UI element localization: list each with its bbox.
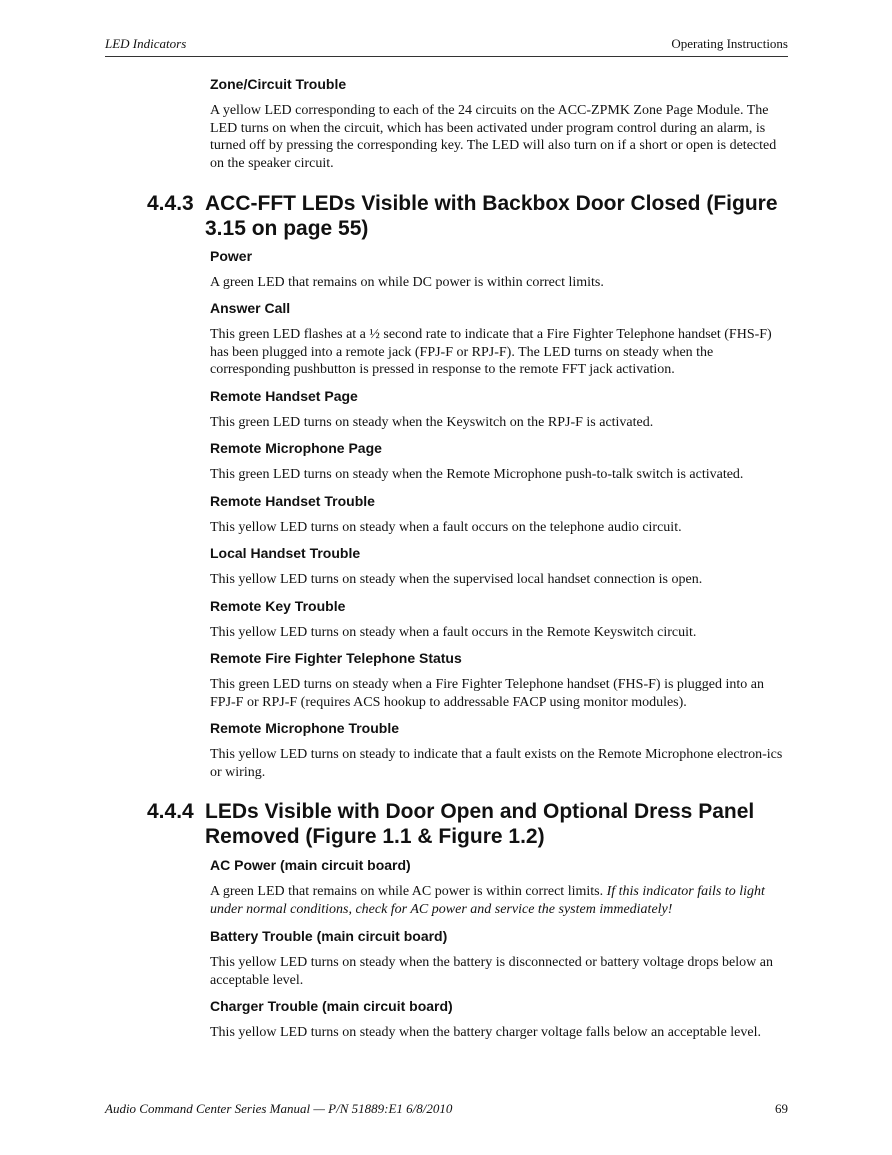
page-header <box>105 36 788 57</box>
remote-key-trouble-heading: Remote Key Trouble <box>210 598 346 614</box>
section-number: 4.4.3 <box>147 192 194 215</box>
battery-trouble-text: This yellow LED turns on steady when the battery is disconnected or battery voltage drops below an acceptable level. <box>210 955 773 988</box>
footer-document-info: Audio Command Center Series Manual — P/N 51889:E1 6/8/2010 <box>105 1101 453 1116</box>
charger-trouble-heading: Charger Trouble (main circuit board) <box>210 998 453 1014</box>
charger-trouble-text: This yellow LED turns on steady when the battery charger voltage falls below an acceptable level. <box>210 1025 761 1040</box>
remote-microphone-trouble-heading: Remote Microphone Trouble <box>210 720 400 736</box>
answer-call-heading: Answer Call <box>210 300 291 316</box>
remote-microphone-page-text: This green LED turns on steady when the Remote Microphone push-to-talk switch is activated. <box>210 467 744 482</box>
ac-power-heading: AC Power (main circuit board) <box>210 857 411 873</box>
zone-trouble-text: A yellow LED corresponding to each of the 24 circuits on the ACC-ZPMK Zone Page Module. The LED turns on when the circuit, which has been activated under program control during an alarm, is turned off by pressing the corresponding key. The LED will also turn on if a short or open is detected on the speaker circuit. <box>210 103 777 171</box>
local-handset-trouble-text: This yellow LED turns on steady when the supervised local handset connection is open. <box>210 572 703 587</box>
remote-handset-page-heading: Remote Handset Page <box>210 388 358 404</box>
local-handset-trouble-heading: Local Handset Trouble <box>210 545 361 561</box>
ac-power-text-plain: A green LED that remains on while AC power is within correct limits. <box>210 884 607 899</box>
remote-microphone-page-heading: Remote Microphone Page <box>210 440 382 456</box>
section-title: LEDs Visible with Door Open and Optional Dress Panel Removed (Figure 1.1 & Figure 1.2) <box>205 800 755 848</box>
power-text: A green LED that remains on while DC power is within correct limits. <box>210 275 604 290</box>
fft-status-heading: Remote Fire Fighter Telephone Status <box>210 650 462 666</box>
ac-power-text <box>210 883 788 918</box>
header-section: Operating Instructions <box>671 36 788 51</box>
page-number: 69 <box>775 1101 788 1116</box>
remote-handset-trouble-heading: Remote Handset Trouble <box>210 493 375 509</box>
remote-handset-trouble-text: This yellow LED turns on steady when a fault occurs on the telephone audio circuit. <box>210 520 682 535</box>
remote-handset-page-text: This green LED turns on steady when the Keyswitch on the RPJ-F is activated. <box>210 415 654 430</box>
ac-power-text-warning: If this indicator fails to light under normal conditions, check for AC power and service the system immediately! <box>210 884 765 917</box>
power-heading: Power <box>210 248 253 264</box>
remote-microphone-trouble-text: This yellow LED turns on steady to indicate that a fault exists on the Remote Microphone electron-ics or wiring. <box>210 747 783 780</box>
remote-key-trouble-text: This yellow LED turns on steady when a fault occurs in the Remote Keyswitch circuit. <box>210 625 697 640</box>
section-number: 4.4.4 <box>147 800 194 823</box>
fft-status-text: This green LED turns on steady when a Fire Fighter Telephone handset (FHS-F) is plugged into an FPJ-F or RPJ-F (requires ACS hookup to addressable FACP using monitor modules). <box>210 677 764 710</box>
section-title: ACC-FFT LEDs Visible with Backbox Door Closed (Figure 3.15 on page 55) <box>205 192 778 240</box>
battery-trouble-heading: Battery Trouble (main circuit board) <box>210 928 448 944</box>
zone-trouble-heading: Zone/Circuit Trouble <box>210 76 347 92</box>
header-chapter: LED Indicators <box>105 36 187 51</box>
answer-call-text: This green LED flashes at a ½ second rate to indicate that a Fire Fighter Telephone handset (FHS-F) has been plugged into a remote jack (FPJ-F or RPJ-F). The LED turns on steady when the corresponding pushbutton is pressed in response to the remote FFT jack activation. <box>210 327 772 378</box>
